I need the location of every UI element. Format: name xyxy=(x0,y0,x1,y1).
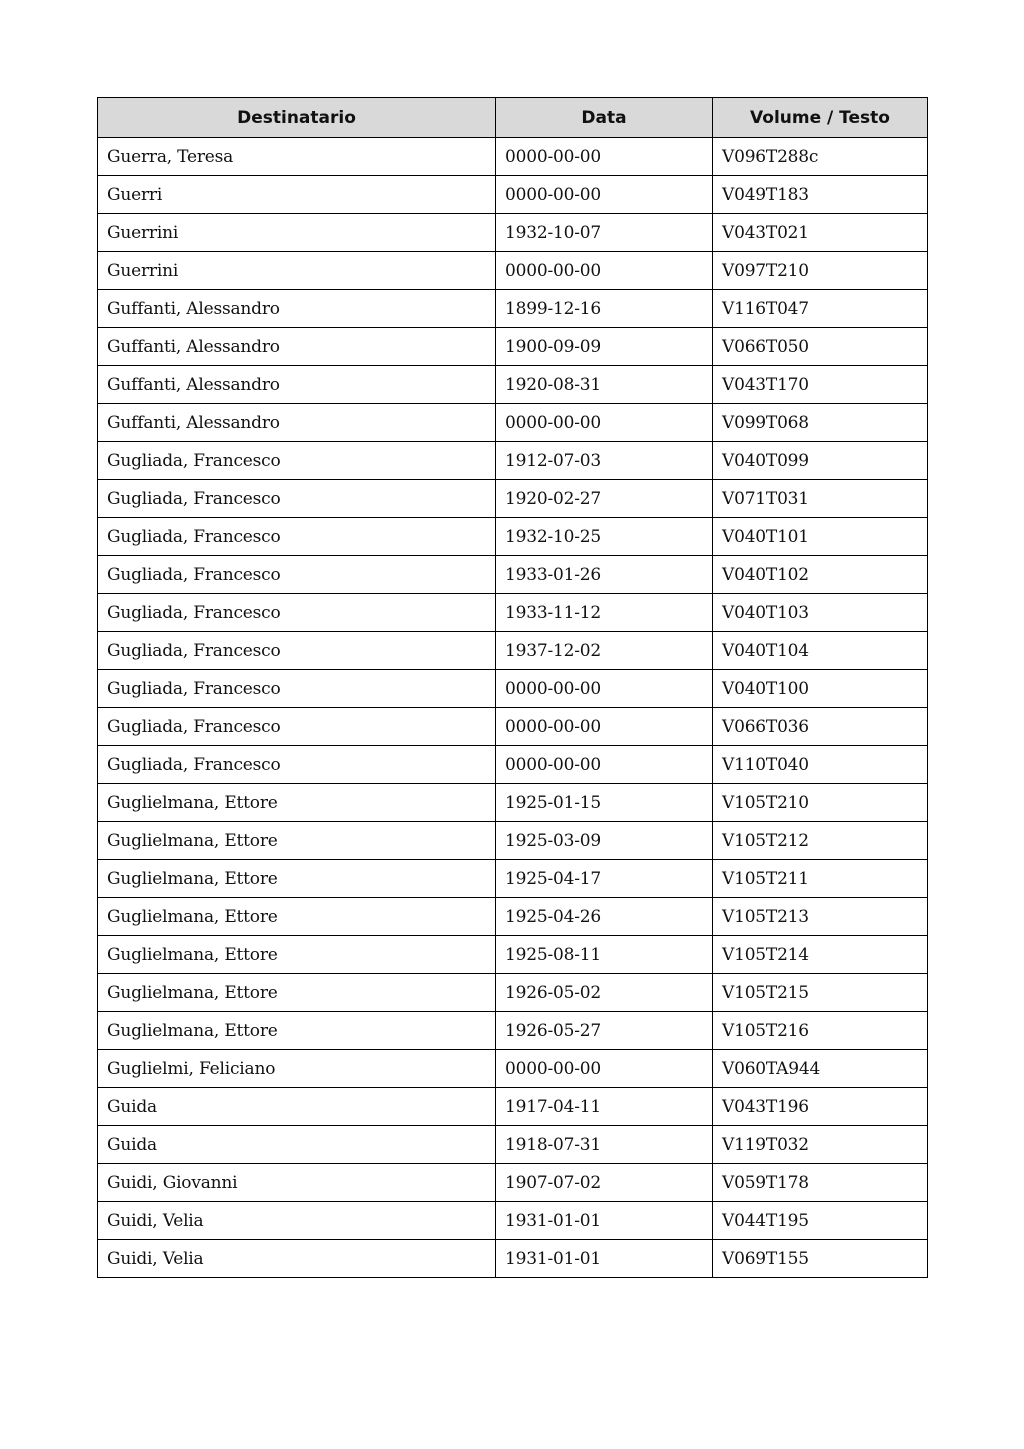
cell-destinatario: Gugliada, Francesco xyxy=(98,746,496,784)
cell-data: 1932-10-07 xyxy=(496,214,713,252)
cell-data: 1918-07-31 xyxy=(496,1126,713,1164)
cell-destinatario: Gugliada, Francesco xyxy=(98,556,496,594)
cell-destinatario: Guglielmana, Ettore xyxy=(98,974,496,1012)
cell-destinatario: Guerri xyxy=(98,176,496,214)
table-row xyxy=(98,1088,928,1126)
cell-destinatario: Guffanti, Alessandro xyxy=(98,290,496,328)
cell-data: 1899-12-16 xyxy=(496,290,713,328)
header-row xyxy=(98,98,928,138)
cell-volume-testo: V066T050 xyxy=(713,328,928,366)
cell-destinatario: Guffanti, Alessandro xyxy=(98,328,496,366)
cell-destinatario: Guglielmana, Ettore xyxy=(98,822,496,860)
table-row xyxy=(98,708,928,746)
cell-volume-testo: V043T170 xyxy=(713,366,928,404)
table-row xyxy=(98,974,928,1012)
cell-volume-testo: V116T047 xyxy=(713,290,928,328)
cell-data: 1926-05-27 xyxy=(496,1012,713,1050)
table-row xyxy=(98,746,928,784)
column-header-volume-testo: Volume / Testo xyxy=(713,98,928,138)
cell-data: 1931-01-01 xyxy=(496,1202,713,1240)
cell-destinatario: Guglielmana, Ettore xyxy=(98,1012,496,1050)
column-header-data: Data xyxy=(496,98,713,138)
cell-data: 1925-08-11 xyxy=(496,936,713,974)
cell-data: 1920-02-27 xyxy=(496,480,713,518)
table-body xyxy=(98,138,928,1278)
cell-destinatario: Guidi, Velia xyxy=(98,1202,496,1240)
table-row xyxy=(98,1126,928,1164)
cell-destinatario: Guglielmi, Feliciano xyxy=(98,1050,496,1088)
cell-volume-testo: V099T068 xyxy=(713,404,928,442)
cell-data: 1907-07-02 xyxy=(496,1164,713,1202)
cell-volume-testo: V105T214 xyxy=(713,936,928,974)
cell-volume-testo: V060TA944 xyxy=(713,1050,928,1088)
cell-volume-testo: V105T213 xyxy=(713,898,928,936)
cell-data: 1926-05-02 xyxy=(496,974,713,1012)
cell-data: 1917-04-11 xyxy=(496,1088,713,1126)
cell-destinatario: Guglielmana, Ettore xyxy=(98,784,496,822)
cell-data: 0000-00-00 xyxy=(496,746,713,784)
cell-destinatario: Guidi, Giovanni xyxy=(98,1164,496,1202)
cell-volume-testo: V043T021 xyxy=(713,214,928,252)
cell-volume-testo: V105T216 xyxy=(713,1012,928,1050)
cell-data: 0000-00-00 xyxy=(496,708,713,746)
cell-destinatario: Guglielmana, Ettore xyxy=(98,860,496,898)
cell-data: 0000-00-00 xyxy=(496,1050,713,1088)
table-row xyxy=(98,822,928,860)
table-row xyxy=(98,214,928,252)
cell-volume-testo: V040T103 xyxy=(713,594,928,632)
cell-destinatario: Guglielmana, Ettore xyxy=(98,936,496,974)
cell-volume-testo: V071T031 xyxy=(713,480,928,518)
table-row xyxy=(98,366,928,404)
cell-volume-testo: V040T100 xyxy=(713,670,928,708)
table-row xyxy=(98,556,928,594)
column-header-destinatario: Destinatario xyxy=(98,98,496,138)
table-row xyxy=(98,328,928,366)
cell-volume-testo: V069T155 xyxy=(713,1240,928,1278)
cell-data: 1925-01-15 xyxy=(496,784,713,822)
cell-destinatario: Guerrini xyxy=(98,252,496,290)
cell-data: 1925-04-26 xyxy=(496,898,713,936)
cell-destinatario: Gugliada, Francesco xyxy=(98,708,496,746)
cell-data: 1937-12-02 xyxy=(496,632,713,670)
table-row xyxy=(98,1050,928,1088)
cell-volume-testo: V044T195 xyxy=(713,1202,928,1240)
table-row xyxy=(98,1240,928,1278)
table-row xyxy=(98,936,928,974)
cell-data: 0000-00-00 xyxy=(496,404,713,442)
cell-destinatario: Guglielmana, Ettore xyxy=(98,898,496,936)
table-row xyxy=(98,404,928,442)
cell-volume-testo: V049T183 xyxy=(713,176,928,214)
cell-volume-testo: V110T040 xyxy=(713,746,928,784)
cell-data: 0000-00-00 xyxy=(496,176,713,214)
table-row xyxy=(98,670,928,708)
table-row xyxy=(98,1164,928,1202)
cell-volume-testo: V119T032 xyxy=(713,1126,928,1164)
cell-volume-testo: V040T099 xyxy=(713,442,928,480)
table-row xyxy=(98,860,928,898)
cell-volume-testo: V105T211 xyxy=(713,860,928,898)
cell-destinatario: Gugliada, Francesco xyxy=(98,480,496,518)
recipient-index-table xyxy=(97,97,928,1278)
cell-volume-testo: V105T210 xyxy=(713,784,928,822)
cell-volume-testo: V040T104 xyxy=(713,632,928,670)
cell-data: 1912-07-03 xyxy=(496,442,713,480)
cell-destinatario: Guffanti, Alessandro xyxy=(98,366,496,404)
cell-destinatario: Gugliada, Francesco xyxy=(98,518,496,556)
cell-volume-testo: V105T212 xyxy=(713,822,928,860)
cell-volume-testo: V105T215 xyxy=(713,974,928,1012)
cell-destinatario: Gugliada, Francesco xyxy=(98,632,496,670)
cell-destinatario: Gugliada, Francesco xyxy=(98,670,496,708)
table-row xyxy=(98,442,928,480)
table-header xyxy=(98,98,928,138)
table-row xyxy=(98,1202,928,1240)
cell-data: 0000-00-00 xyxy=(496,252,713,290)
cell-data: 1925-04-17 xyxy=(496,860,713,898)
cell-volume-testo: V066T036 xyxy=(713,708,928,746)
cell-destinatario: Gugliada, Francesco xyxy=(98,442,496,480)
cell-volume-testo: V059T178 xyxy=(713,1164,928,1202)
table-row xyxy=(98,1012,928,1050)
table-row xyxy=(98,784,928,822)
cell-volume-testo: V096T288c xyxy=(713,138,928,176)
cell-destinatario: Guerrini xyxy=(98,214,496,252)
cell-destinatario: Guffanti, Alessandro xyxy=(98,404,496,442)
cell-data: 0000-00-00 xyxy=(496,670,713,708)
table-row xyxy=(98,176,928,214)
cell-data: 1920-08-31 xyxy=(496,366,713,404)
cell-destinatario: Gugliada, Francesco xyxy=(98,594,496,632)
cell-destinatario: Guida xyxy=(98,1126,496,1164)
cell-data: 1932-10-25 xyxy=(496,518,713,556)
cell-data: 1925-03-09 xyxy=(496,822,713,860)
cell-volume-testo: V097T210 xyxy=(713,252,928,290)
table-row xyxy=(98,138,928,176)
cell-destinatario: Guida xyxy=(98,1088,496,1126)
cell-volume-testo: V043T196 xyxy=(713,1088,928,1126)
table-row xyxy=(98,632,928,670)
table-row xyxy=(98,518,928,556)
cell-destinatario: Guerra, Teresa xyxy=(98,138,496,176)
table-row xyxy=(98,594,928,632)
table-row xyxy=(98,480,928,518)
cell-data: 1931-01-01 xyxy=(496,1240,713,1278)
cell-volume-testo: V040T102 xyxy=(713,556,928,594)
cell-data: 0000-00-00 xyxy=(496,138,713,176)
table-row xyxy=(98,252,928,290)
cell-destinatario: Guidi, Velia xyxy=(98,1240,496,1278)
cell-data: 1900-09-09 xyxy=(496,328,713,366)
table-row xyxy=(98,898,928,936)
table-row xyxy=(98,290,928,328)
cell-data: 1933-01-26 xyxy=(496,556,713,594)
cell-data: 1933-11-12 xyxy=(496,594,713,632)
cell-volume-testo: V040T101 xyxy=(713,518,928,556)
